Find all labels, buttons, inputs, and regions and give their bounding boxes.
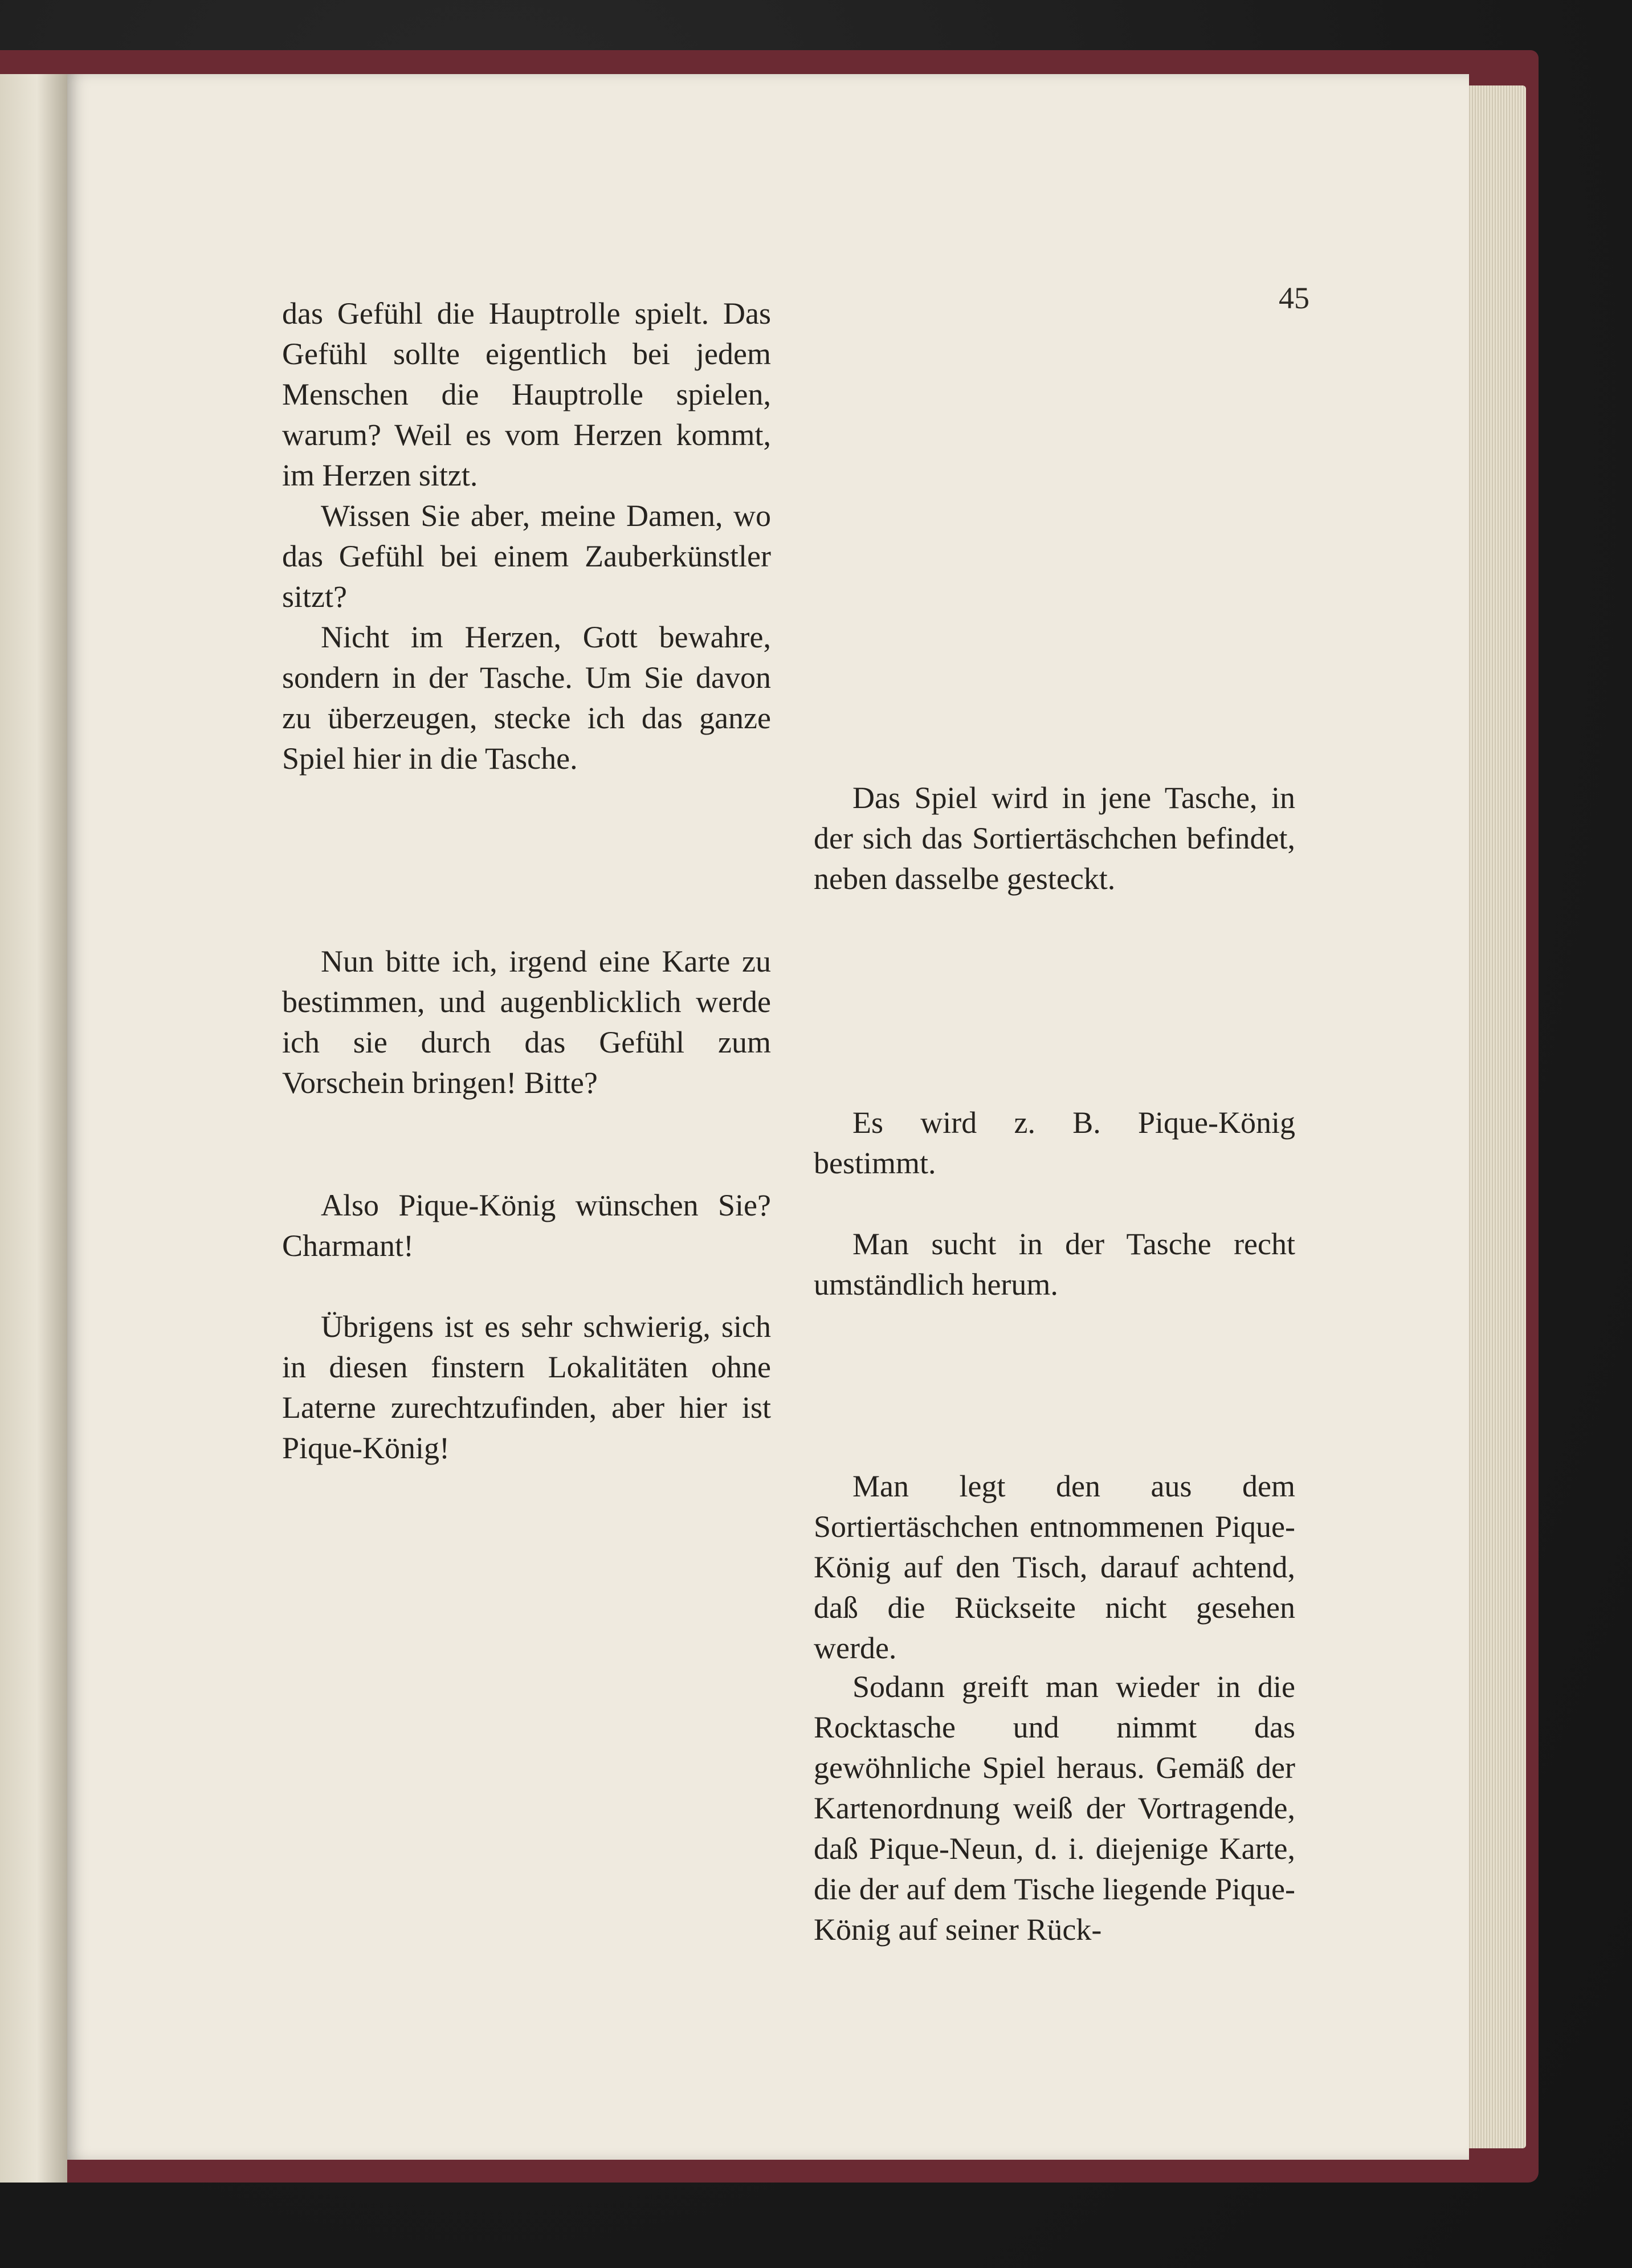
left-paragraph-4: Nun bitte ich, irgend eine Karte zu bestimmen, und augenblicklich werde ich sie durch das Gefühl zum Vorschein bringen! Bitte?	[282, 944, 771, 1100]
book-page	[67, 74, 1469, 2160]
right-paragraph-4: Man legt den aus dem Sortiertäschchen entnommenen Pique-König auf den Tisch, darauf achtend, daß die Rückseite nicht gesehen werde.	[814, 1469, 1295, 1665]
left-paragraph-5: Also Pique-König wünschen Sie? Charmant!	[282, 1188, 771, 1263]
right-paragraph-3: Man sucht in der Tasche recht umständlich herum.	[814, 1227, 1295, 1302]
left-paragraph-6: Übrigens ist es sehr schwierig, sich in diesen finstern Lokalitäten ohne Laterne zurechtzufinden, aber hier ist Pique-König!	[282, 1310, 771, 1465]
right-paragraph-5: Sodann greift man wieder in die Rocktasche und nimmt das gewöhnliche Spiel heraus. Gemäß der Kartenordnung weiß der Vortragende, daß Pique-Neun, d. i. diejenige Karte, die der auf dem Tische liegende Pique-König auf seiner Rück-	[814, 1670, 1295, 1947]
page-number: 45	[1279, 281, 1309, 315]
left-paragraph-1: das Gefühl die Hauptrolle spielt. Das Gefühl sollte eigentlich bei jedem Menschen die Hauptrolle spielen, warum? Weil es vom Herzen kommt, im Herzen sitzt.	[282, 296, 771, 492]
right-paragraph-2: Es wird z. B. Pique-König bestimmt.	[814, 1106, 1295, 1180]
left-paragraph-2: Wissen Sie aber, meine Damen, wo das Gefühl bei einem Zauberkünstler sitzt?	[282, 499, 771, 614]
right-paragraph-1: Das Spiel wird in jene Tasche, in der sich das Sortiertäschchen befindet, neben dasselbe gesteckt.	[814, 781, 1295, 896]
facing-page-edge	[0, 74, 67, 2183]
left-paragraph-3: Nicht im Herzen, Gott bewahre, sondern in der Tasche. Um Sie davon zu überzeugen, stecke ich das ganze Spiel hier in die Tasche.	[282, 620, 771, 776]
